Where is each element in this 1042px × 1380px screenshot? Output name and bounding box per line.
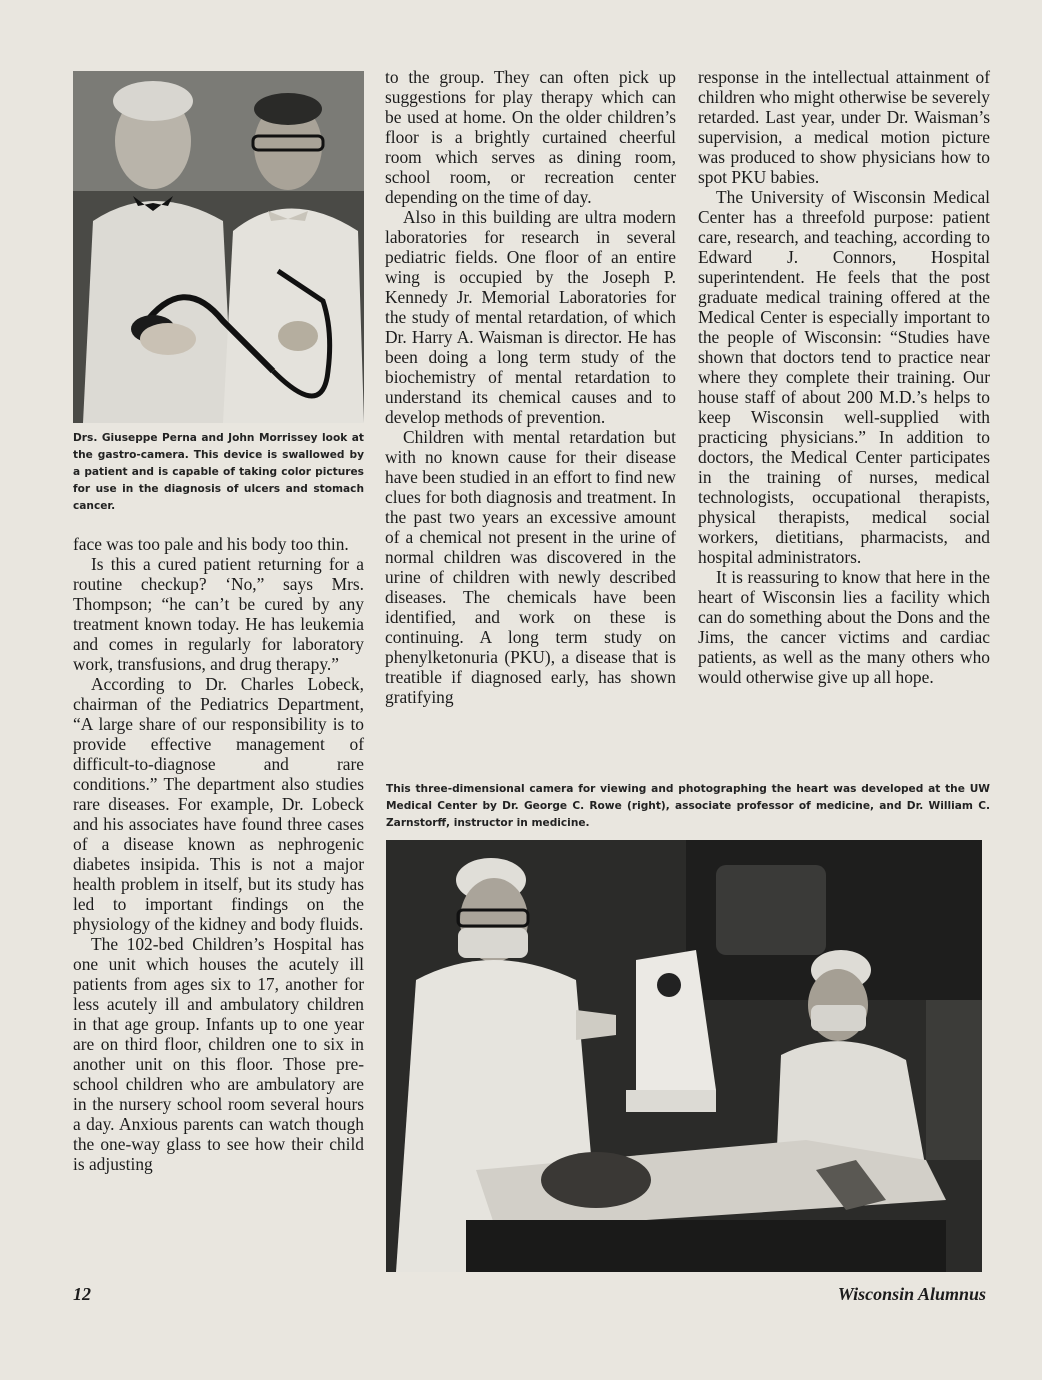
heart-camera-caption: This three-dimensional camera for viewing and photographing the heart was developed at the UW Medical Center by Dr. George C. Rowe (right), associate professor of medicine, and Dr. William C. Zarnstorff, instructor in medicine. — [386, 783, 990, 829]
column-left — [73, 534, 364, 1174]
paragraph: The 102-bed Children’s Hospital has one unit which houses the acutely ill patients from ages six to 17, another for less acutely ill and ambulatory children in that age group. Infants up to one year are on third floor, children one to six in another unit on this floor. Those pre-school children who are ambulatory are in the nursery school room several hours a day. Anxious parents can watch though the one-way glass to see how their child is adjusting — [73, 934, 364, 1174]
paragraph: Children with mental retardation but with no known cause for their disease have been studied in an effort to find new clues for both diagnosis and treatment. In the past two years an excessive amount of a chemical not present in the urine of normal children was discovered in the urine of children with newly described diseases. The chemicals have been identified, and work on these is continuing. A long term study on phenylketonuria (PKU), a disease that is treatible if diagnosed early, has shown gratifying — [385, 427, 676, 707]
paragraph: Is this a cured patient returning for a routine checkup? ‘No,” says Mrs. Thompson; “he can’t be cured by any treatment known today. He has leukemia and comes in regularly for laboratory work, transfusions, and drug therapy.” — [73, 554, 364, 674]
page-number: 12 — [73, 1284, 91, 1304]
paragraph: to the group. They can often pick up suggestions for play therapy which can be used at home. On the older children’s floor is a brightly curtained cheerful room which serves as dining room, school room, or recreation center depending on the time of day. — [385, 67, 676, 207]
paragraph: According to Dr. Charles Lobeck, chairman of the Pediatrics Department, “A large share of our responsibility is to provide effective management of difficult-to-diagnose and rare conditions.” The department also studies rare diseases. For example, Dr. Lobeck and his associates have found three cases of a disease known as nephrogenic diabetes insipida. This is not a major health problem in itself, but its study has led to important findings on the physiology of the kidney and body fluids. — [73, 674, 364, 934]
heart-camera-photo-illustration — [386, 840, 982, 1272]
gastro-camera-photo — [73, 71, 364, 423]
column-right — [698, 67, 990, 687]
paragraph: The University of Wisconsin Medical Center has a threefold purpose: patient care, research, and teaching, according to Edward J. Connors, Hospital superintendent. He feels that the post graduate medical training offered at the Medical Center is especially important to the people of Wisconsin: “Studies have shown that doctors tend to practice near where they complete their training. Our house staff of about 200 M.D.’s helps to keep Wisconsin well-supplied with practicing physicians.” In addition to doctors, the Medical Center participates in the training of nurses, medical technologists, occupational therapists, physical therapists, medical social workers, dietitians, pharmacists, and hospital administrators. — [698, 187, 990, 567]
column-middle — [385, 67, 676, 707]
gastro-camera-caption: Drs. Giuseppe Perna and John Morrissey look at the gastro-camera. This device is swallowed by a patient and is capable of taking color pictures for use in the diagnosis of ulcers and stomach cancer. — [73, 432, 364, 512]
heart-camera-photo — [386, 840, 982, 1272]
paragraph: response in the intellectual attainment of children who might otherwise be severely retarded. Last year, under Dr. Waisman’s supervision, a medical motion picture was produced to show physicians how to spot PKU babies. — [698, 67, 990, 187]
publication-name: Wisconsin Alumnus — [837, 1284, 986, 1304]
gastro-camera-photo-illustration — [73, 71, 364, 423]
paragraph: Also in this building are ultra modern laboratories for research in several pediatric fields. One floor of an entire wing is occupied by the Joseph P. Kennedy Jr. Memorial Laboratories for the study of mental retardation, of which Dr. Harry A. Waisman is director. He has been doing a long term study of the biochemistry of mental retardation to understand its chemical causes and to develop methods of prevention. — [385, 207, 676, 427]
paragraph: It is reassuring to know that here in the heart of Wisconsin lies a facility which can do something about the Dons and the Jims, the cancer victims and cardiac patients, as well as the many others who would otherwise give up all hope. — [698, 567, 990, 687]
paragraph: face was too pale and his body too thin. — [73, 534, 349, 554]
